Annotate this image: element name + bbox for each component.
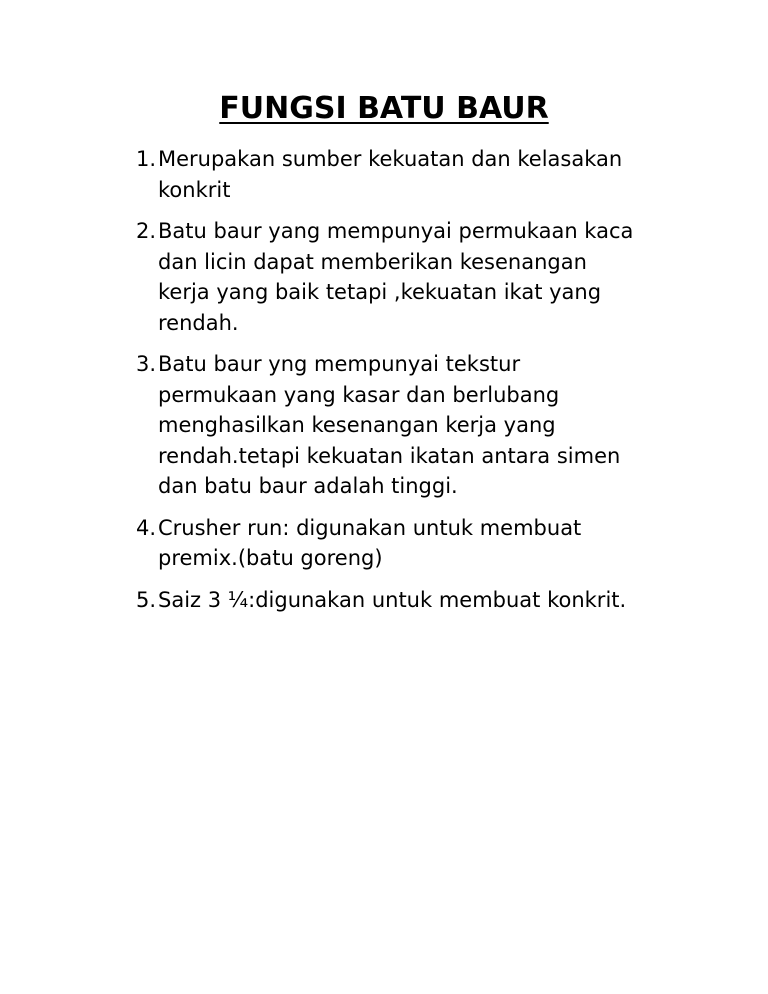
list-item-number: 1. — [136, 147, 157, 171]
list-item-number: 3. — [136, 352, 157, 376]
list-item-3 — [136, 349, 696, 502]
list-item-5 — [136, 585, 696, 616]
document-title-text: FUNGSI BATU BAUR — [219, 91, 549, 126]
list-item-text: Batu baur yng mempunyai tekstur permukaan yang kasar dan berlubang menghasilkan kesenangan kerja yang rendah.tetapi kekuatan ikatan antara simen dan batu baur adalah tinggi. — [158, 352, 621, 498]
list-item-2 — [136, 216, 696, 338]
list-item-number: 4. — [136, 515, 157, 540]
list-item-number: 2. — [136, 219, 157, 243]
list-item-number: 5. — [136, 587, 157, 612]
list-item-4 — [136, 513, 696, 574]
list-item-text: Batu baur yang mempunyai permukaan kaca dan licin dapat memberikan kesenangan kerja yang baik tetapi ,kekuatan ikat yang rendah. — [158, 219, 634, 335]
function-list — [136, 144, 696, 626]
list-item-text: Crusher run: digunakan untuk membuat premix.(batu goreng) — [158, 515, 582, 570]
list-item-1 — [136, 144, 696, 205]
list-item-text: Saiz 3 ¼:digunakan untuk membuat konkrit. — [158, 587, 627, 612]
document-title — [0, 88, 768, 130]
list-item-text: Merupakan sumber kekuatan dan kelasakan konkrit — [158, 147, 623, 202]
